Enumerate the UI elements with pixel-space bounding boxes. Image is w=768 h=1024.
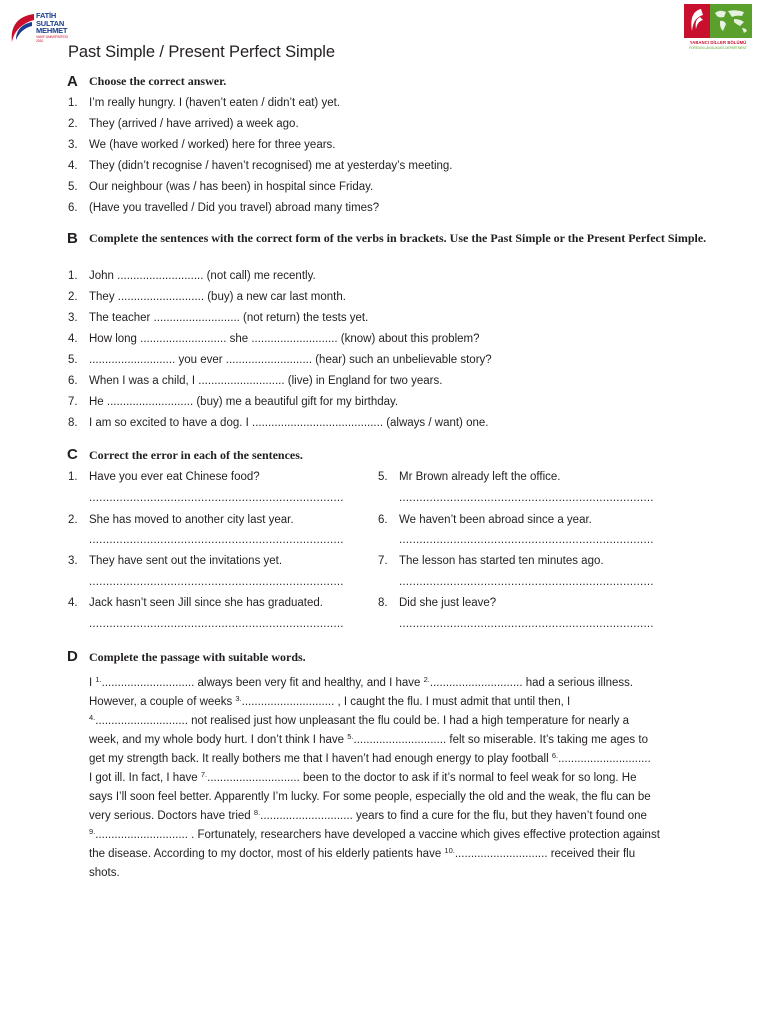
answer-line[interactable]: ...........................................................................	[399, 576, 654, 588]
passage-line: week, and my whole body hurt. I don’t think I have $^{5.}$............................. felt so miserable. It’s taking me ages to	[89, 732, 648, 746]
page-title: Past Simple / Present Perfect Simple	[68, 43, 335, 61]
section-d-heading: Complete the passage with suitable words.	[89, 650, 306, 664]
passage-line: get my strength back. It really bothers me that I haven’t had enough energy to play football $^{6.}$.............................	[89, 751, 651, 765]
section-d-letter: D	[67, 648, 78, 665]
section-b-heading: Complete the sentences with the correct form of the verbs in brackets. Use the Past Simple or the Present Perfect Simple.	[89, 231, 707, 245]
exercise-item: 7. The lesson has started ten minutes ago.	[378, 555, 604, 567]
exercise-item: 5. Our neighbour (was / has been) in hospital since Friday.	[68, 181, 374, 193]
exercise-item: 8. Did she just leave?	[378, 597, 497, 609]
answer-line[interactable]: ...........................................................................	[399, 534, 654, 546]
exercise-item: 2. She has moved to another city last year.	[68, 514, 294, 526]
exercise-item: 7. He ........................... (buy) me a beautiful gift for my birthday.	[68, 396, 399, 408]
passage	[89, 674, 701, 883]
department-logo	[684, 4, 752, 52]
university-logo-mark	[8, 12, 38, 46]
exercise-item: 6. We haven’t been abroad since a year.	[378, 514, 592, 526]
section-a-heading: Choose the correct answer.	[89, 74, 227, 88]
exercise-item: 3. We (have worked / worked) here for three years.	[68, 139, 336, 151]
exercise-item: 4. Jack hasn’t seen Jill since she has graduated.	[68, 597, 323, 609]
answer-line[interactable]: ...........................................................................	[89, 618, 344, 630]
passage-line: I got ill. In fact, I have $^{7.}$............................. been to the doctor to ask if it’s normal to feel weak for so long. He	[89, 770, 637, 784]
exercise-item: 4. How long ........................... she ........................... (know) about this problem?	[68, 333, 480, 345]
section-c-letter: C	[67, 446, 78, 463]
exercise-item: 1. John ........................... (not call) me recently.	[68, 270, 316, 282]
exercise-item: 1. I’m really hungry. I (haven’t eaten / didn’t eat) yet.	[68, 97, 340, 109]
section-a-letter: A	[67, 73, 78, 90]
exercise-item: 3. They have sent out the invitations yet.	[68, 555, 283, 567]
answer-line[interactable]: ...........................................................................	[89, 576, 344, 588]
exercise-item: 3. The teacher ........................... (not return) the tests yet.	[68, 312, 369, 324]
exercise-item: 8. I am so excited to have a dog. I ......................................... (always / want) one.	[68, 417, 489, 429]
answer-line[interactable]: ...........................................................................	[399, 618, 654, 630]
passage-line: $^{9.}$............................. . Fortunately, researchers have developed a vaccine which gives effective protection against	[89, 827, 660, 841]
passage-line: shots.	[89, 867, 120, 879]
department-caption: YABANCI DİLLER BÖLÜMÜ	[689, 40, 747, 45]
exercise-item: 4. They (didn’t recognise / haven’t recognised) me at yesterday’s meeting.	[68, 160, 453, 172]
university-logo-text: FATİH SULTAN MEHMET VAKIF ÜNİVERSİTESİ 2010	[36, 11, 68, 43]
exercise-item: 2. They (arrived / have arrived) a week ago.	[68, 118, 299, 130]
exercise-item: 6. (Have you travelled / Did you travel) abroad many times?	[68, 202, 380, 214]
exercise-item: 5. ........................... you ever ........................... (hear) such an unbelievable story?	[68, 354, 492, 366]
department-subcaption: FOREIGN LANGUAGES DEPARTMENT	[689, 46, 747, 50]
exercise-item: 1. Have you ever eat Chinese food?	[68, 471, 260, 483]
section-c-heading: Correct the error in each of the sentences.	[89, 448, 303, 462]
answer-line[interactable]: ...........................................................................	[89, 534, 344, 546]
passage-line: says I’ll soon feel better. Apparently I’m lucky. For some people, especially the old and the weak, the flu can be	[89, 791, 651, 803]
exercise-item: 2. They ........................... (buy) a new car last month.	[68, 291, 346, 303]
section-b-letter: B	[67, 230, 78, 247]
exercise-item: 6. When I was a child, I ........................... (live) in England for two years.	[68, 375, 443, 387]
university-logo	[8, 8, 68, 48]
department-logo-mark	[684, 4, 752, 38]
answer-line[interactable]: ...........................................................................	[399, 492, 654, 504]
passage-line: However, a couple of weeks $^{3.}$............................. , I caught the flu. I must admit that until then, I	[89, 694, 571, 708]
passage-line: $^{4.}$............................. not realised just how unpleasant the flu could be. I had a high temperature for nearly a	[89, 713, 630, 727]
answer-line[interactable]: ...........................................................................	[89, 492, 344, 504]
passage-line: the disease. According to my doctor, most of his elderly patients have $^{10.}$............................. received their flu	[89, 846, 636, 860]
exercise-item: 5. Mr Brown already left the office.	[378, 471, 561, 483]
passage-line: very serious. Doctors have tried $^{8.}$............................. years to find a cure for the flu, but they haven’t found one	[89, 808, 647, 822]
passage-line: I $^{1.}$............................. always been very fit and healthy, and I have $^{2.}$............................. had a serious illness.	[89, 675, 634, 689]
